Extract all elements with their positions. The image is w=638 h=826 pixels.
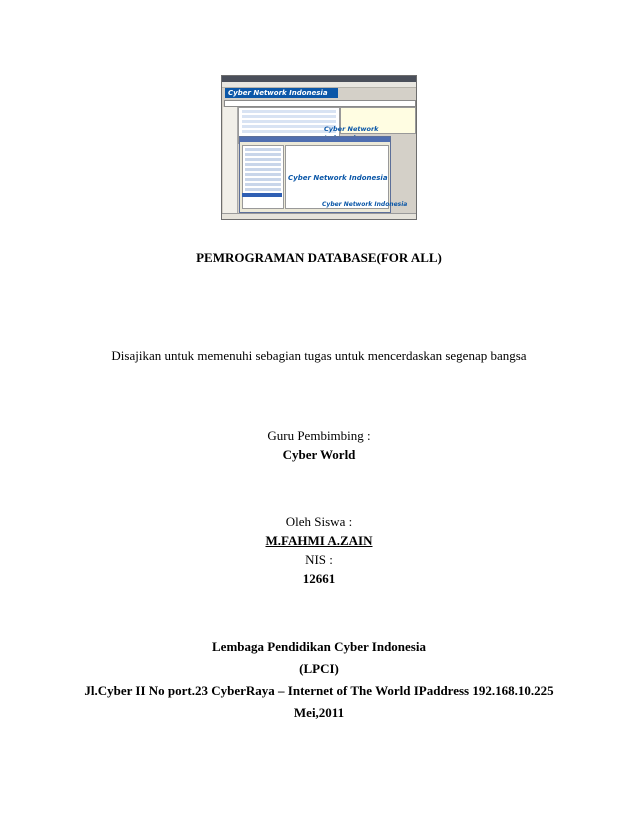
screenshot-dialog-selected-item — [242, 193, 282, 197]
screenshot-address-bar — [224, 100, 416, 107]
screenshot-dialog-list — [242, 145, 284, 209]
guru-label: Guru Pembimbing : — [267, 428, 371, 443]
screenshot-bottom-logo: Cyber Network Indonesia — [322, 201, 408, 208]
document-date: Mei,2011 — [293, 705, 345, 720]
cover-screenshot — [221, 75, 417, 220]
screenshot-logo: Cyber Network — [324, 125, 379, 133]
guru-name: Cyber World — [282, 447, 356, 462]
screenshot-dialog-logo: Cyber Network Indonesia — [288, 174, 388, 182]
nis-value: 12661 — [302, 571, 336, 586]
institution-name: Lembaga Pendidikan Cyber Indonesia — [212, 639, 426, 654]
document-title: PEMROGRAMAN DATABASE(FOR ALL) — [196, 250, 442, 265]
institution-abbr: (LPCI) — [299, 661, 339, 676]
document-subtitle: Disajikan untuk memenuhi sebagian tugas untuk mencerdaskan segenap bangsa — [111, 348, 527, 363]
student-name: M.FAHMI A.ZAIN — [265, 533, 373, 548]
screenshot-banner: Cyber Network Indonesia — [225, 88, 338, 98]
nis-label: NIS : — [305, 552, 333, 567]
screenshot-sidebar — [223, 107, 238, 213]
screenshot-taskbar — [222, 213, 416, 220]
institution-address: Jl.Cyber II No port.23 CyberRaya – Internet of The World IPaddress 192.168.10.225 — [84, 683, 554, 698]
screenshot-dialog-titlebar — [240, 137, 390, 142]
oleh-label: Oleh Siswa : — [285, 514, 353, 529]
